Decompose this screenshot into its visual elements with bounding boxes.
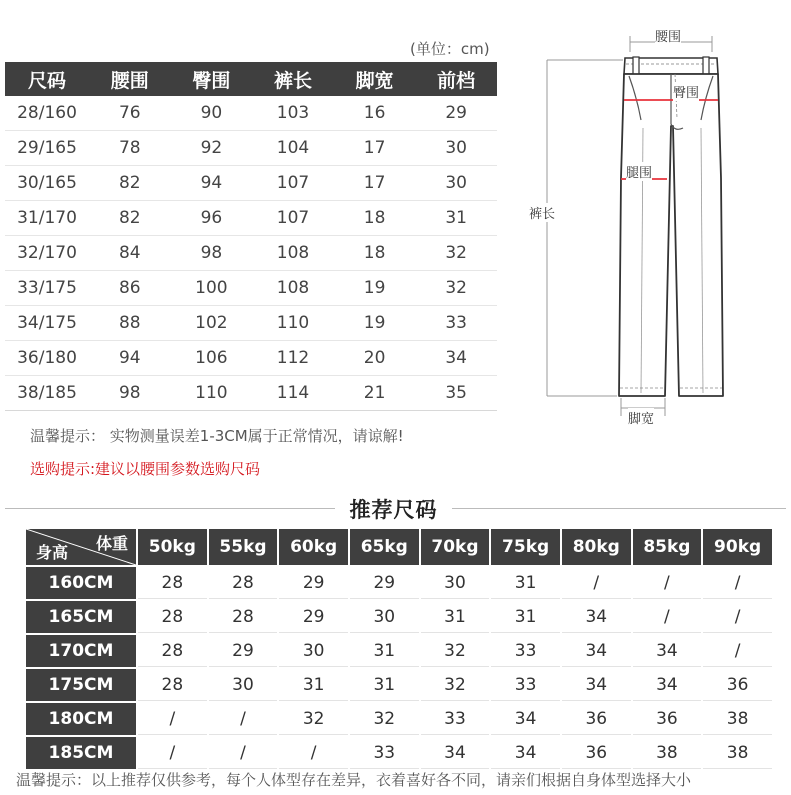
header-waist: 腰围	[89, 62, 171, 96]
recommend-title: 推荐尺码	[349, 498, 438, 522]
measure-cell: 34	[415, 341, 497, 376]
header-rise: 前档	[415, 62, 497, 96]
measure-cell: 84	[89, 236, 171, 271]
recommended-size-cell: 29	[279, 567, 348, 599]
recommended-size-cell: 31	[491, 567, 560, 599]
recommended-size-cell: 32	[279, 703, 348, 735]
header-hip: 臀围	[171, 62, 253, 96]
size-cell: 28/160	[5, 96, 89, 131]
size-table-header	[5, 62, 497, 96]
recommended-size-cell: 31	[421, 601, 490, 633]
recommended-size-cell: 33	[350, 737, 419, 769]
size-table-row	[5, 201, 497, 236]
corner-cell	[26, 529, 136, 565]
measure-cell: 31	[415, 201, 497, 236]
measure-cell: 29	[415, 96, 497, 131]
size-cell: 34/175	[5, 306, 89, 341]
measure-cell: 104	[252, 131, 334, 166]
measure-cell: 33	[415, 306, 497, 341]
size-cell: 29/165	[5, 131, 89, 166]
size-cell: 30/165	[5, 166, 89, 201]
recommended-size-cell: 36	[562, 703, 631, 735]
recommended-size-cell: 38	[703, 737, 772, 769]
size-table-row	[5, 236, 497, 271]
recommended-size-cell: 33	[421, 703, 490, 735]
recommended-size-cell: 30	[350, 601, 419, 633]
recommended-size-cell: /	[138, 737, 207, 769]
height-header: 165CM	[26, 601, 136, 633]
measure-cell: 30	[415, 166, 497, 201]
size-table-row	[5, 96, 497, 131]
measure-cell: 100	[171, 271, 253, 306]
recommended-size-cell: /	[633, 567, 702, 599]
hem-label: 脚宽	[628, 408, 654, 427]
recommended-size-cell: 30	[421, 567, 490, 599]
recommended-size-cell: /	[562, 567, 631, 599]
tolerance-note: 温馨提示： 实物测量误差1-3CM属于正常情况，请谅解!	[30, 427, 404, 445]
recommended-size-cell: /	[138, 703, 207, 735]
header-length: 裤长	[252, 62, 334, 96]
measure-cell: 90	[171, 96, 253, 131]
measure-cell: 94	[89, 341, 171, 376]
recommended-size-cell: 34	[491, 703, 560, 735]
measure-cell: 114	[252, 376, 334, 411]
recommended-size-cell: 28	[138, 669, 207, 701]
height-header: 185CM	[26, 737, 136, 769]
recommended-size-cell: /	[703, 601, 772, 633]
recommended-size-cell: 30	[279, 635, 348, 667]
weight-header: 50kg	[138, 529, 207, 565]
measure-cell: 35	[415, 376, 497, 411]
weight-header: 60kg	[279, 529, 348, 565]
measure-cell: 102	[171, 306, 253, 341]
weight-header: 65kg	[350, 529, 419, 565]
recommended-size-cell: 33	[491, 635, 560, 667]
size-cell: 36/180	[5, 341, 89, 376]
size-table-row	[5, 131, 497, 166]
measure-cell: 32	[415, 236, 497, 271]
recommend-row	[26, 601, 772, 633]
size-cell: 31/170	[5, 201, 89, 236]
pants-diagram	[525, 28, 785, 428]
measure-cell: 112	[252, 341, 334, 376]
measure-cell: 17	[334, 131, 416, 166]
recommend-table	[24, 527, 774, 771]
hip-label: 臀围	[673, 82, 699, 101]
thigh-label: 腿围	[626, 162, 652, 181]
recommended-size-cell: 31	[491, 601, 560, 633]
recommended-size-cell: 32	[421, 669, 490, 701]
recommended-size-cell: 34	[633, 669, 702, 701]
recommended-size-cell: 29	[279, 601, 348, 633]
measure-cell: 94	[171, 166, 253, 201]
divider-left	[5, 508, 335, 509]
measure-cell: 92	[171, 131, 253, 166]
size-table-row	[5, 376, 497, 411]
recommended-size-cell: 36	[633, 703, 702, 735]
measure-cell: 32	[415, 271, 497, 306]
weight-header: 90kg	[703, 529, 772, 565]
recommended-size-cell: /	[209, 703, 278, 735]
recommend-row	[26, 703, 772, 735]
recommend-row	[26, 669, 772, 701]
recommended-size-cell: 28	[138, 635, 207, 667]
recommended-size-cell: 32	[350, 703, 419, 735]
measure-cell: 107	[252, 201, 334, 236]
recommended-size-cell: 29	[209, 635, 278, 667]
recommend-header	[26, 529, 772, 565]
measure-cell: 98	[171, 236, 253, 271]
weight-header: 70kg	[421, 529, 490, 565]
corner-weight-label: 体重	[95, 534, 128, 553]
measure-cell: 106	[171, 341, 253, 376]
unit-label: (单位：cm)	[410, 40, 490, 58]
header-size: 尺码	[5, 62, 89, 96]
recommended-size-cell: /	[703, 635, 772, 667]
height-header: 170CM	[26, 635, 136, 667]
measure-cell: 78	[89, 131, 171, 166]
measure-cell: 19	[334, 306, 416, 341]
header-hem: 脚宽	[334, 62, 416, 96]
weight-header: 75kg	[491, 529, 560, 565]
recommended-size-cell: 31	[350, 635, 419, 667]
measure-cell: 20	[334, 341, 416, 376]
recommended-size-cell: 29	[350, 567, 419, 599]
recommended-size-cell: 30	[209, 669, 278, 701]
recommended-size-cell: 34	[562, 669, 631, 701]
recommended-size-cell: 34	[562, 601, 631, 633]
recommended-size-cell: 36	[562, 737, 631, 769]
recommended-size-cell: 36	[703, 669, 772, 701]
measure-cell: 18	[334, 236, 416, 271]
recommended-size-cell: 38	[633, 737, 702, 769]
measure-cell: 110	[252, 306, 334, 341]
recommended-size-cell: 33	[491, 669, 560, 701]
size-table-row	[5, 306, 497, 341]
corner-height-label: 身高	[36, 543, 69, 562]
measure-cell: 108	[252, 236, 334, 271]
size-cell: 33/175	[5, 271, 89, 306]
size-table	[5, 62, 497, 411]
measure-cell: 98	[89, 376, 171, 411]
measure-cell: 103	[252, 96, 334, 131]
length-label: 裤长	[529, 203, 555, 222]
measure-cell: 19	[334, 271, 416, 306]
measure-cell: 88	[89, 306, 171, 341]
waist-label: 腰围	[655, 26, 681, 45]
recommended-size-cell: 38	[703, 703, 772, 735]
purchase-advice: 选购提示:建议以腰围参数选购尺码	[30, 460, 261, 478]
measure-cell: 110	[171, 376, 253, 411]
measure-cell: 107	[252, 166, 334, 201]
recommend-row	[26, 567, 772, 599]
size-cell: 32/170	[5, 236, 89, 271]
recommended-size-cell: 34	[491, 737, 560, 769]
size-table-row	[5, 166, 497, 201]
measure-cell: 17	[334, 166, 416, 201]
recommended-size-cell: 34	[421, 737, 490, 769]
recommended-size-cell: 34	[562, 635, 631, 667]
measure-cell: 82	[89, 166, 171, 201]
size-table-row	[5, 271, 497, 306]
recommended-size-cell: /	[209, 737, 278, 769]
measure-cell: 96	[171, 201, 253, 236]
recommended-size-cell: 31	[350, 669, 419, 701]
recommended-size-cell: /	[703, 567, 772, 599]
recommended-size-cell: 31	[279, 669, 348, 701]
size-cell: 38/185	[5, 376, 89, 411]
measure-cell: 16	[334, 96, 416, 131]
weight-header: 55kg	[209, 529, 278, 565]
height-header: 175CM	[26, 669, 136, 701]
recommend-row	[26, 737, 772, 769]
pants-outline-icon	[525, 28, 785, 428]
measure-cell: 86	[89, 271, 171, 306]
measure-cell: 76	[89, 96, 171, 131]
measure-cell: 18	[334, 201, 416, 236]
recommended-size-cell: /	[279, 737, 348, 769]
measure-cell: 108	[252, 271, 334, 306]
measure-cell: 30	[415, 131, 497, 166]
size-table-row	[5, 341, 497, 376]
weight-header: 80kg	[562, 529, 631, 565]
weight-header: 85kg	[633, 529, 702, 565]
recommended-size-cell: 34	[633, 635, 702, 667]
measure-cell: 82	[89, 201, 171, 236]
recommended-size-cell: /	[633, 601, 702, 633]
recommended-size-cell: 28	[138, 567, 207, 599]
recommended-size-cell: 32	[421, 635, 490, 667]
recommend-row	[26, 635, 772, 667]
measure-cell: 21	[334, 376, 416, 411]
divider-right	[452, 508, 786, 509]
bottom-note: 温馨提示：以上推荐仅供参考，每个人体型存在差异，衣着喜好各不同，请亲们根据自身体型选择大小	[16, 771, 692, 789]
recommended-size-cell: 28	[138, 601, 207, 633]
recommended-size-cell: 28	[209, 567, 278, 599]
recommended-size-cell: 28	[209, 601, 278, 633]
height-header: 180CM	[26, 703, 136, 735]
height-header: 160CM	[26, 567, 136, 599]
